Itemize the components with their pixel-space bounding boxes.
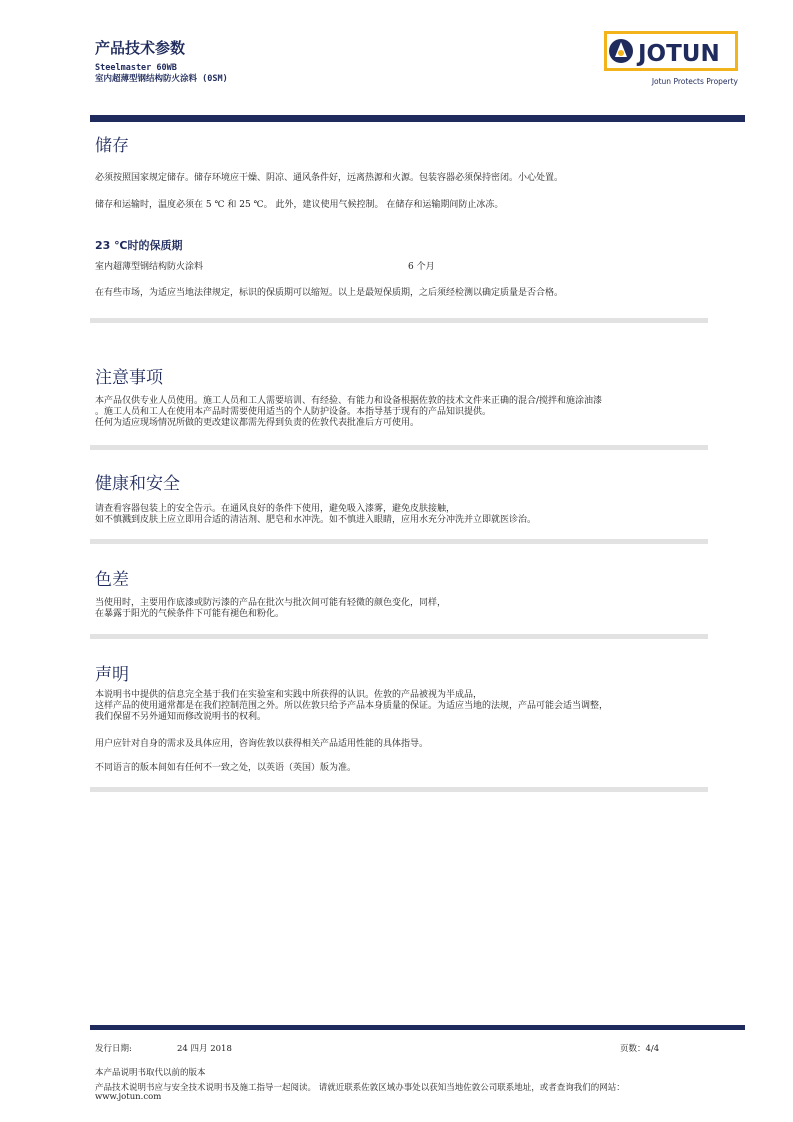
- color-line-1: 当使用时，主要用作底漆或防污漆的产品在批次与批次间可能有轻微的颜色变化，同样，: [95, 598, 447, 608]
- caution-line-2: 。施工人员和工人在使用本产品时需要使用适当的个人防护设备。本指导基于现有的产品知识提供。: [95, 407, 492, 417]
- section-title-disclaimer: 声明: [95, 665, 129, 685]
- footer-website-link[interactable]: www.jotun.com: [95, 1092, 162, 1102]
- health-text: [95, 504, 715, 526]
- color-line-2: 在暴露于阳光的气候条件下可能有褪色和粉化。: [95, 609, 285, 619]
- disclaimer-paragraph-2: 用户应针对自身的需求及具体应用，咨询佐敦以获得相关产品适用性能的具体指导。: [95, 739, 429, 749]
- page-number: 页数：4/4: [620, 1044, 660, 1054]
- issue-date-label: 发行日期:: [95, 1044, 132, 1054]
- disclaimer-line-2: 这样产品的使用通常都是在我们控制范围之外。所以佐敦只给予产品本身质量的保证。为适应当地的法规，产品可能会适当调整，: [95, 701, 609, 711]
- footer-notice: 产品技术说明书应与安全技术说明书及施工指导一起阅读。 请就近联系佐敦区域办事处以获知当地佐敦公司联系地址，或者查询我们的网站：: [95, 1083, 625, 1093]
- logo-text: JOTUN: [638, 41, 720, 67]
- section-divider: [90, 634, 708, 639]
- product-desc: 室内超薄型钢结构防火涂料 (0SM): [95, 74, 228, 84]
- product-name: Steelmaster 60WB: [95, 63, 177, 73]
- caution-text: [95, 396, 715, 429]
- section-title-storage: 储存: [95, 136, 129, 156]
- section-divider: [90, 787, 708, 792]
- section-divider: [90, 318, 708, 323]
- caution-line-3: 任何为适应现场情况所做的更改建议都需先得到负责的佐敦代表批准后方可使用。: [95, 418, 420, 428]
- product-block: [95, 63, 228, 85]
- disclaimer-line-1: 本说明书中提供的信息完全基于我们在实验室和实践中所获得的认识。佐敦的产品被视为半成品，: [95, 690, 483, 700]
- section-divider: [90, 539, 708, 544]
- logo-emblem-icon: [609, 39, 633, 63]
- section-title-color: 色差: [95, 570, 129, 590]
- header-rule: [90, 115, 745, 122]
- section-divider: [90, 445, 708, 450]
- caution-line-1: 本产品仅供专业人员使用。施工人员和工人需要培训、有经验、有能力和设备根据佐敦的技术文件来正确的混合/搅拌和施涂油漆: [95, 396, 603, 406]
- tagline: Jotun Protects Property: [651, 77, 738, 86]
- doc-title: 产品技术参数: [95, 39, 186, 57]
- storage-paragraph-3: 在有些市场，为适应当地法律规定，标识的保质期可以缩短。以上是最短保质期，之后须经检测以确定质量是否合格。: [95, 288, 564, 298]
- shelf-life-value: 6 个月: [408, 262, 435, 272]
- section-title-health: 健康和安全: [95, 474, 180, 494]
- health-line-2: 如不慎溅到皮肤上应立即用合适的清洁剂、肥皂和水冲洗。如不慎进入眼睛，应用水充分冲洗并立即就医诊治。: [95, 515, 537, 525]
- footer-supersedes: 本产品说明书取代以前的版本: [95, 1068, 206, 1078]
- disclaimer-text: [95, 690, 715, 723]
- footer-rule: [90, 1025, 745, 1030]
- disclaimer-line-3: 我们保留不另外通知而修改说明书的权利。: [95, 712, 267, 722]
- jotun-logo: [604, 31, 738, 71]
- shelf-life-title: 23 ℃时的保质期: [95, 239, 183, 252]
- issue-date-value: 24 四月 2018: [177, 1044, 232, 1054]
- section-title-caution: 注意事项: [95, 368, 163, 388]
- color-text: [95, 598, 715, 620]
- storage-paragraph-1: 必须按照国家规定储存。储存环境应干燥、阴凉、通风条件好，远离热源和火源。包装容器必须保持密闭。小心处置。: [95, 173, 564, 183]
- health-line-1: 请查看容器包装上的安全告示。在通风良好的条件下使用，避免吸入漆雾，避免皮肤接触，: [95, 504, 456, 514]
- storage-paragraph-2: 储存和运输时，温度必须在 5 ℃ 和 25 ℃。 此外，建议使用气候控制。 在储存和运输期间防止冰冻。: [95, 200, 504, 210]
- shelf-life-product: 室内超薄型钢结构防火涂料: [95, 262, 204, 272]
- disclaimer-paragraph-3: 不同语言的版本间如有任何不一致之处，以英语（英国）版为准。: [95, 763, 357, 773]
